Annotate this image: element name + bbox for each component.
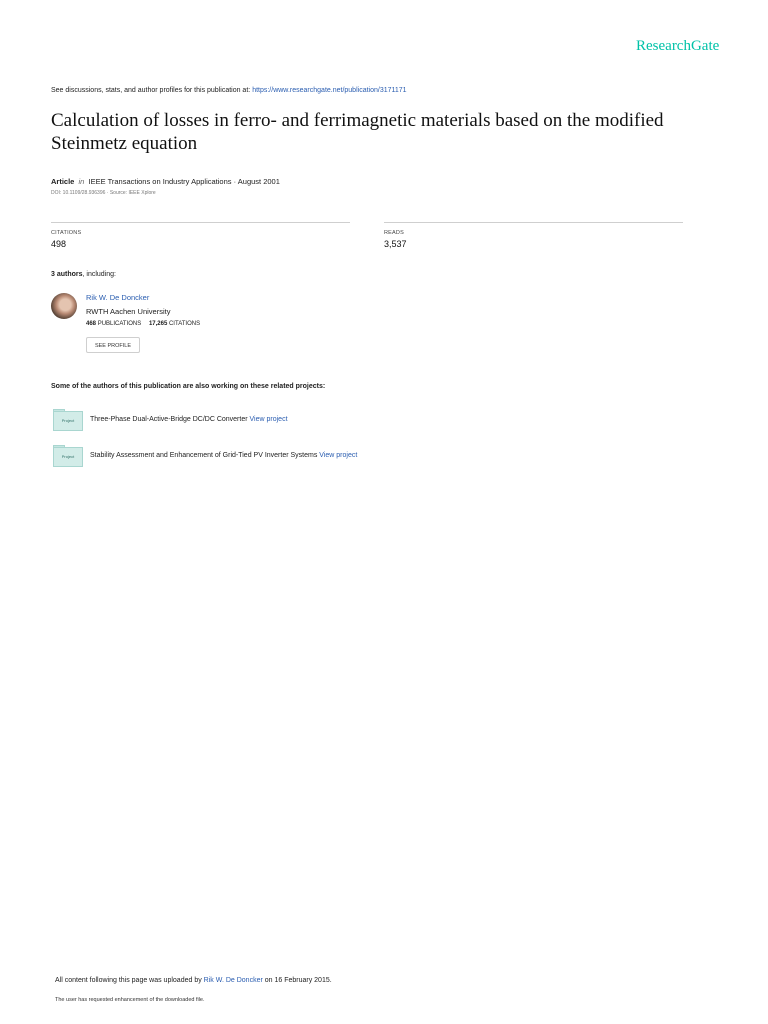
project-icon-label: Project [61, 418, 75, 423]
author-name-link[interactable]: Rik W. De Doncker [86, 293, 150, 302]
journal-date: IEEE Transactions on Industry Applications · August 2001 [88, 177, 280, 186]
project-title: Stability Assessment and Enhancement of Grid-Tied PV Inverter Systems [90, 452, 318, 459]
citations-label: CITATIONS [51, 230, 82, 236]
reads-divider [384, 222, 683, 223]
view-project-link[interactable]: View project [249, 416, 288, 423]
author-citations-count: 17,265 [148, 321, 168, 327]
discussion-line [51, 87, 407, 94]
reads-value: 3,537 [384, 239, 407, 249]
project-title: Three-Phase Dual-Active-Bridge DC/DC Converter [90, 416, 248, 423]
discussion-prefix: See discussions, stats, and author profiles for this publication at: [51, 87, 251, 94]
project-icon [53, 445, 83, 467]
project-item [90, 452, 357, 459]
related-projects-heading: Some of the authors of this publication are also working on these related projects: [51, 383, 326, 390]
upload-suffix: on 16 February 2015. [264, 977, 332, 984]
authors-count: 3 authors [51, 271, 83, 278]
doi-source: DOI: 10.1109/28.936396 · Source: IEEE Xplore [51, 190, 156, 196]
in-word: in [78, 177, 85, 186]
upload-prefix: All content following this page was uploaded by [55, 977, 202, 984]
authors-including: , including: [82, 271, 116, 278]
view-project-link[interactable]: View project [319, 452, 358, 459]
publication-url-link[interactable]: https://www.researchgate.net/publication/3171171 [252, 87, 407, 94]
author-stats [86, 321, 200, 327]
article-info [51, 177, 280, 186]
citations-divider [51, 222, 350, 223]
author-avatar[interactable] [51, 293, 77, 319]
article-type: Article [51, 177, 75, 186]
project-icon-label: Project [61, 454, 75, 459]
author-publications-label: PUBLICATIONS [97, 321, 142, 327]
uploader-link[interactable]: Rik W. De Doncker [203, 977, 263, 984]
project-icon [53, 409, 83, 431]
authors-heading [51, 271, 116, 278]
author-citations-label: CITATIONS [168, 321, 201, 327]
publication-title: Calculation of losses in ferro- and ferrimagnetic materials based on the modified Steinmetz equation [51, 110, 664, 154]
researchgate-logo[interactable]: ResearchGate [636, 38, 720, 54]
author-publications-count: 468 [86, 321, 97, 327]
reads-label: READS [384, 230, 404, 236]
see-profile-button[interactable]: SEE PROFILE [86, 337, 140, 353]
author-institution: RWTH Aachen University [86, 307, 171, 316]
citations-value: 498 [51, 239, 67, 249]
enhancement-note: The user has requested enhancement of the downloaded file. [55, 997, 205, 1003]
upload-footer [55, 977, 332, 984]
project-item [90, 416, 288, 423]
